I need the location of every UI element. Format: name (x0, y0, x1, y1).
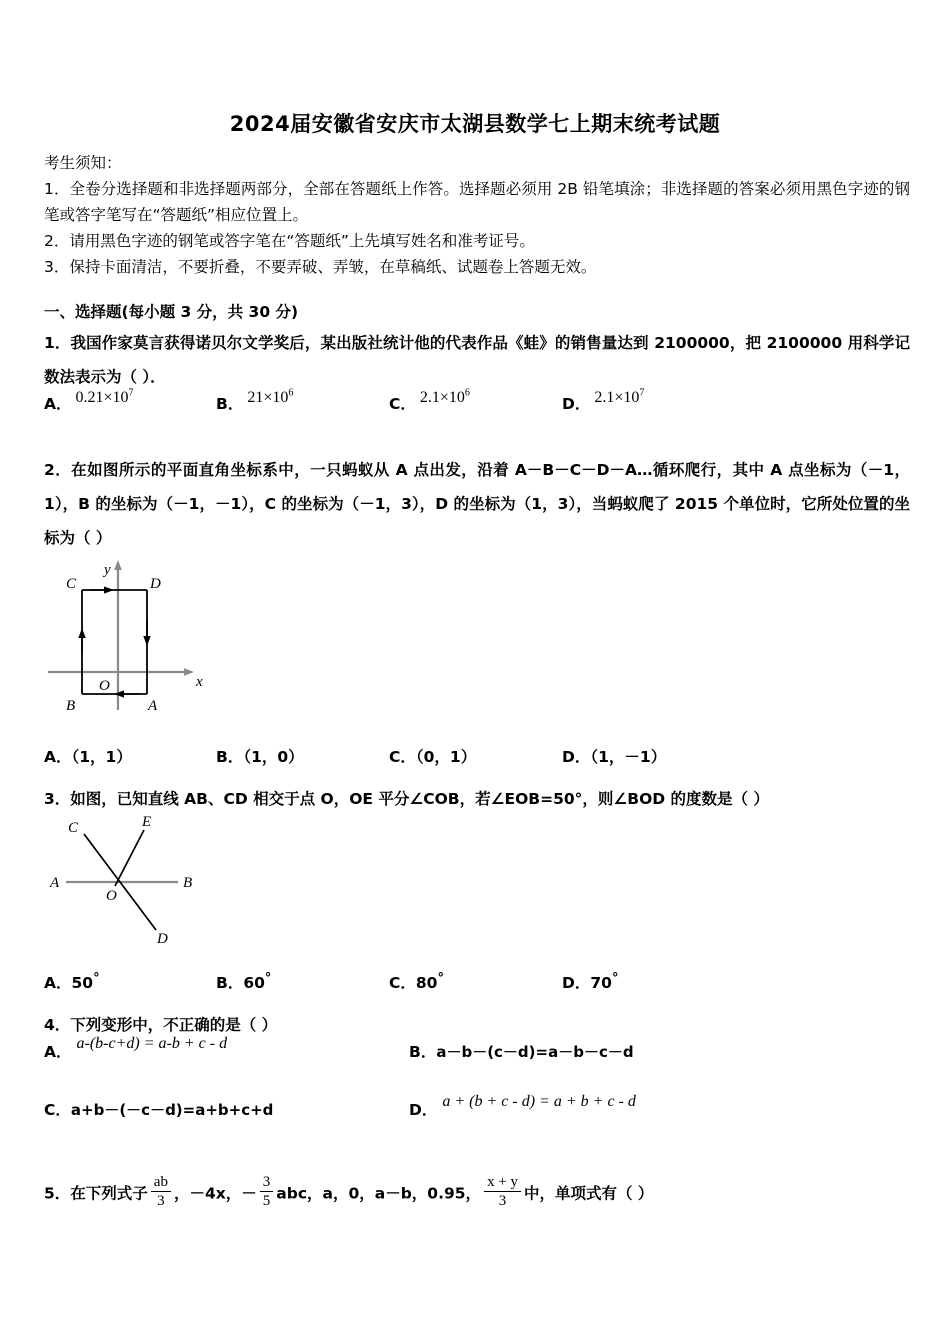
question-5-prefix: 5．在下列式子 (44, 1184, 148, 1203)
question-3-stem: 3．如图，已知直线 AB、CD 相交于点 O，OE 平分∠COB，若∠EOB=50°，则∠BOD 的度数是（ ） (44, 790, 769, 808)
notice-item-3: 3．保持卡面清洁，不要折叠，不要弄破、弄皱，在草稿纸、试题卷上答题无效。 (44, 258, 597, 276)
question-2-option-c[interactable]: C．（0，1） (389, 748, 477, 766)
question-4-option-c[interactable]: C．a+b－(－c－d)=a+b+c+d (44, 1101, 274, 1119)
question-4-option-a[interactable]: A． a-(b-c+d) = a-b + c - d (44, 1035, 228, 1061)
label-c: C (66, 576, 77, 592)
label-a: A (148, 698, 158, 714)
label-d: D (150, 576, 161, 592)
page-title: 2024届安徽省安庆市太湖县数学七上期末统考试题 (229, 112, 721, 136)
label-b: B (66, 698, 76, 714)
question-1-option-b[interactable]: B． $21\times 10^6$ (216, 387, 294, 413)
y-axis-arrow (114, 560, 122, 570)
fraction-ab-over-3: $\frac{ab}{3}$ (151, 1174, 171, 1210)
label-x-axis: x (196, 674, 203, 690)
question-3-option-d[interactable]: D．70° (562, 971, 619, 993)
notice-heading: 考生须知： (44, 154, 122, 172)
question-2-option-d[interactable]: D．（1，－1） (562, 748, 667, 766)
question-5-stem (44, 1176, 910, 1212)
coordinate-plane-ant-path-svg (44, 558, 274, 718)
fraction-x-plus-y-over-3: $\frac{x + y}{3}$ (484, 1174, 521, 1210)
question-4-option-b[interactable]: B．a－b－(c－d)=a－b－c－d (409, 1043, 634, 1061)
question-5-suffix: 中，单项式有（ ） (524, 1184, 654, 1203)
question-1-option-c[interactable]: C． $2.1\times 10^6$ (389, 387, 470, 413)
label-y-axis: y (104, 562, 111, 578)
fraction-3-over-5: $\frac{3}{5}$ (260, 1174, 274, 1210)
question-5-text-2: abc，a，0，a－b，0.95， (276, 1184, 482, 1203)
question-1-option-a[interactable]: A． $0.21\times 10^7$ (44, 387, 134, 413)
candidate-notice (44, 150, 910, 280)
intersecting-lines-angles-svg (44, 808, 274, 958)
question-3-option-b[interactable]: B．60° (216, 971, 272, 993)
label-a: A (50, 875, 60, 891)
question-1-option-d[interactable]: D． $2.1\times 10^7$ (562, 387, 645, 413)
question-5-text-1: ，－4x，－ (173, 1184, 257, 1203)
question-2-option-a[interactable]: A．（1，1） (44, 748, 132, 766)
question-4-stem: 4．下列变形中，不正确的是（ ） (44, 1016, 278, 1034)
x-axis-arrow (184, 668, 194, 676)
question-4-option-d[interactable]: D． a + (b + c - d) = a + b + c - d (409, 1093, 636, 1119)
arrow-d-to-a-head (143, 636, 150, 646)
question-2-figure (44, 558, 274, 723)
question-3-figure (44, 808, 274, 963)
label-c: C (68, 820, 79, 836)
section-heading-multiple-choice: 一、选择题(每小题 3 分，共 30 分) (44, 303, 299, 321)
ray-oe (115, 830, 144, 886)
label-o: O (106, 888, 117, 904)
label-o: O (99, 678, 110, 694)
question-3-option-c[interactable]: C．80° (389, 971, 444, 993)
label-d: D (157, 931, 168, 947)
question-1-stem: 1．我国作家莫言获得诺贝尔文学奖后，某出版社统计他的代表作品《蛙》的销售量达到 2100000，把 2100000 用科学记数法表示为（ ）． (44, 334, 910, 386)
label-e: E (142, 814, 152, 830)
notice-item-2: 2．请用黑色字迹的钢笔或答字笔在“答题纸”上先填写姓名和准考证号。 (44, 232, 535, 250)
arrow-b-to-c-head (78, 628, 85, 638)
label-b: B (183, 875, 193, 891)
question-3-option-a[interactable]: A．50° (44, 971, 100, 993)
notice-item-1: 1．全卷分选择题和非选择题两部分，全部在答题纸上作答。选择题必须用 2B 铅笔填涂；非选择题的答案必须用黑色字迹的钢笔或答字笔写在“答题纸”相应位置上。 (44, 180, 910, 224)
question-2-option-b[interactable]: B．（1，0） (216, 748, 304, 766)
arrow-c-to-d-head (104, 586, 114, 593)
question-2-stem: 2．在如图所示的平面直角坐标系中，一只蚂蚁从 A 点出发，沿着 A－B－C－D－A…循环爬行，其中 A 点坐标为（－1，1），B 的坐标为（－1，－1），C 的坐标为（－1，3），D 的坐标为（1，3），当蚂蚁爬了 2015 个单位时，它所处位置的坐标为（ ） (44, 461, 910, 547)
